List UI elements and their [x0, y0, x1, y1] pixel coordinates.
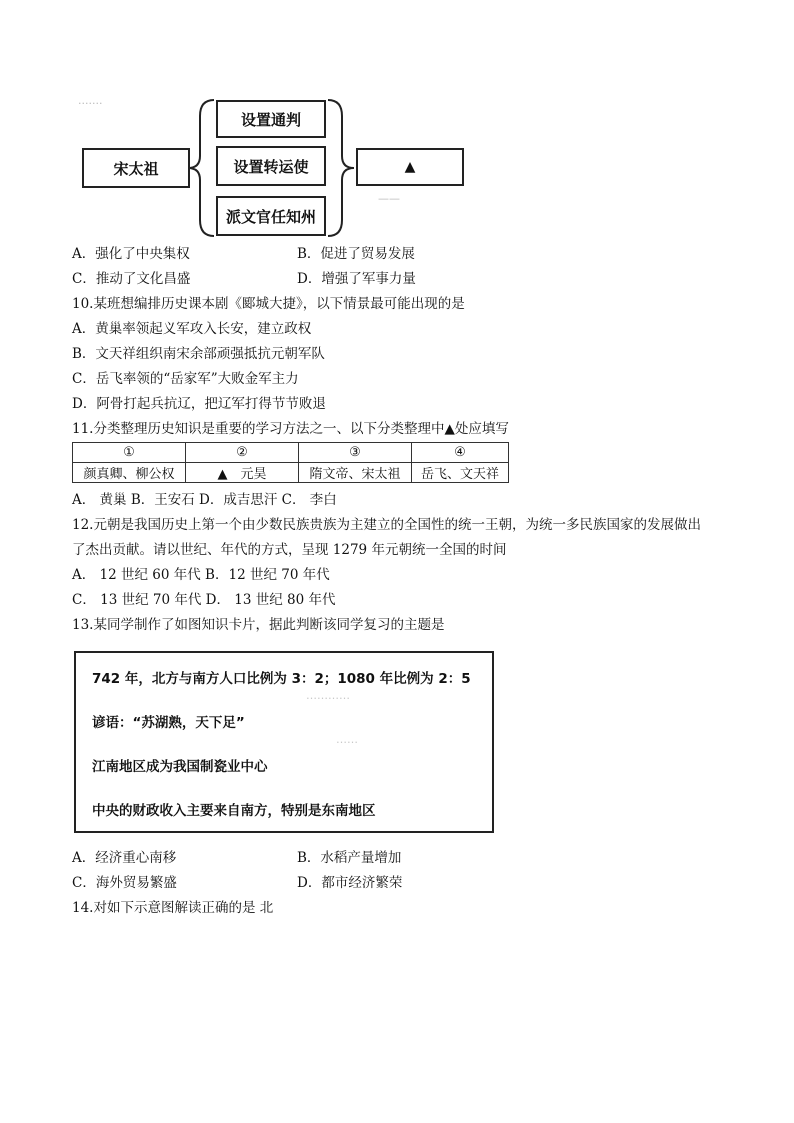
table-cell: 岳飞、文天祥	[412, 463, 509, 483]
song-taizu-box: 宋太祖	[82, 148, 190, 188]
q10-option-d[interactable]: D．阿骨打起兵抗辽，把辽军打得节节败退	[72, 396, 326, 412]
table-row	[73, 463, 509, 483]
right-brace	[326, 98, 356, 238]
q13-option-c[interactable]: C．海外贸易繁盛	[72, 875, 177, 891]
measure-box-3: 派文官任知州	[216, 196, 326, 236]
q12-stem-line1: 12.元朝是我国历史上第一个由少数民族贵族为主建立的全国性的统一王朝，为统一多民族国家的发展做出	[72, 517, 701, 533]
bleed-through-text: .......	[78, 94, 103, 107]
card-line-porcelain: 江南地区成为我国制瓷业中心	[92, 759, 268, 775]
table-header-row	[73, 443, 509, 463]
left-brace	[186, 98, 218, 238]
q10-option-b[interactable]: B．文天祥组织南宋余部顽强抵抗元朝军队	[72, 346, 325, 362]
q13-option-b[interactable]: B．水稻产量增加	[297, 850, 402, 866]
q9-option-d[interactable]: D．增强了军事力量	[297, 271, 416, 287]
measure-box-2: 设置转运使	[216, 146, 326, 186]
q13-stem: 13.某同学制作了如图知识卡片，据此判断该同学复习的主题是	[72, 617, 445, 633]
table-cell: 颜真卿、柳公权	[73, 463, 186, 483]
table-header-cell: ③	[299, 443, 412, 463]
q11-table	[72, 442, 509, 483]
q9-option-c[interactable]: C．推动了文化昌盛	[72, 271, 191, 287]
q13-knowledge-card	[74, 651, 494, 833]
card-line-proverb: 谚语：“苏湖熟，天下足”	[92, 715, 245, 731]
table-header-cell: ①	[73, 443, 186, 463]
table-header-cell: ②	[186, 443, 299, 463]
result-box: ▲	[356, 148, 464, 186]
q10-option-c[interactable]: C．岳飞率领的“岳家军”大败金军主力	[72, 371, 299, 387]
table-cell: 隋文帝、宋太祖	[299, 463, 412, 483]
bleed-through-text-2: ——	[378, 192, 400, 205]
measure-box-1: 设置通判	[216, 100, 326, 138]
q11-options[interactable]: A． 黄巢 B．王安石 D．成吉思汗 C． 李白	[72, 492, 337, 508]
q12-options-row2[interactable]: C． 13 世纪 70 年代 D． 13 世纪 80 年代	[72, 592, 336, 608]
table-cell: ▲ 元昊	[186, 463, 299, 483]
q13-option-a[interactable]: A．经济重心南移	[72, 850, 177, 866]
q10-stem: 10.某班想编排历史课本剧《郾城大捷》，以下情景最可能出现的是	[72, 296, 465, 312]
q14-stem: 14.对如下示意图解读正确的是 北	[72, 900, 274, 916]
q9-option-b[interactable]: B．促进了贸易发展	[297, 246, 415, 262]
card-line-finance: 中央的财政收入主要来自南方，特别是东南地区	[92, 803, 376, 819]
q12-stem-line2: 了杰出贡献。请以世纪、年代的方式，呈现 1279 年元朝统一全国的时间	[72, 542, 507, 558]
q11-stem: 11.分类整理历史知识是重要的学习方法之一、以下分类整理中▲处应填写	[72, 421, 509, 437]
table-header-cell: ④	[412, 443, 509, 463]
card-line-population: 742 年，北方与南方人口比例为 3：2；1080 年比例为 2：5	[92, 671, 471, 687]
bleed-through-text-3: …………	[306, 689, 350, 702]
bleed-through-text-4: ……	[336, 733, 358, 746]
q9-diagram	[78, 92, 476, 238]
q9-option-a[interactable]: A．强化了中央集权	[72, 246, 190, 262]
q12-options-row1[interactable]: A． 12 世纪 60 年代 B．12 世纪 70 年代	[72, 567, 330, 583]
q10-option-a[interactable]: A．黄巢率领起义军攻入长安，建立政权	[72, 321, 312, 337]
q13-option-d[interactable]: D．都市经济繁荣	[297, 875, 403, 891]
